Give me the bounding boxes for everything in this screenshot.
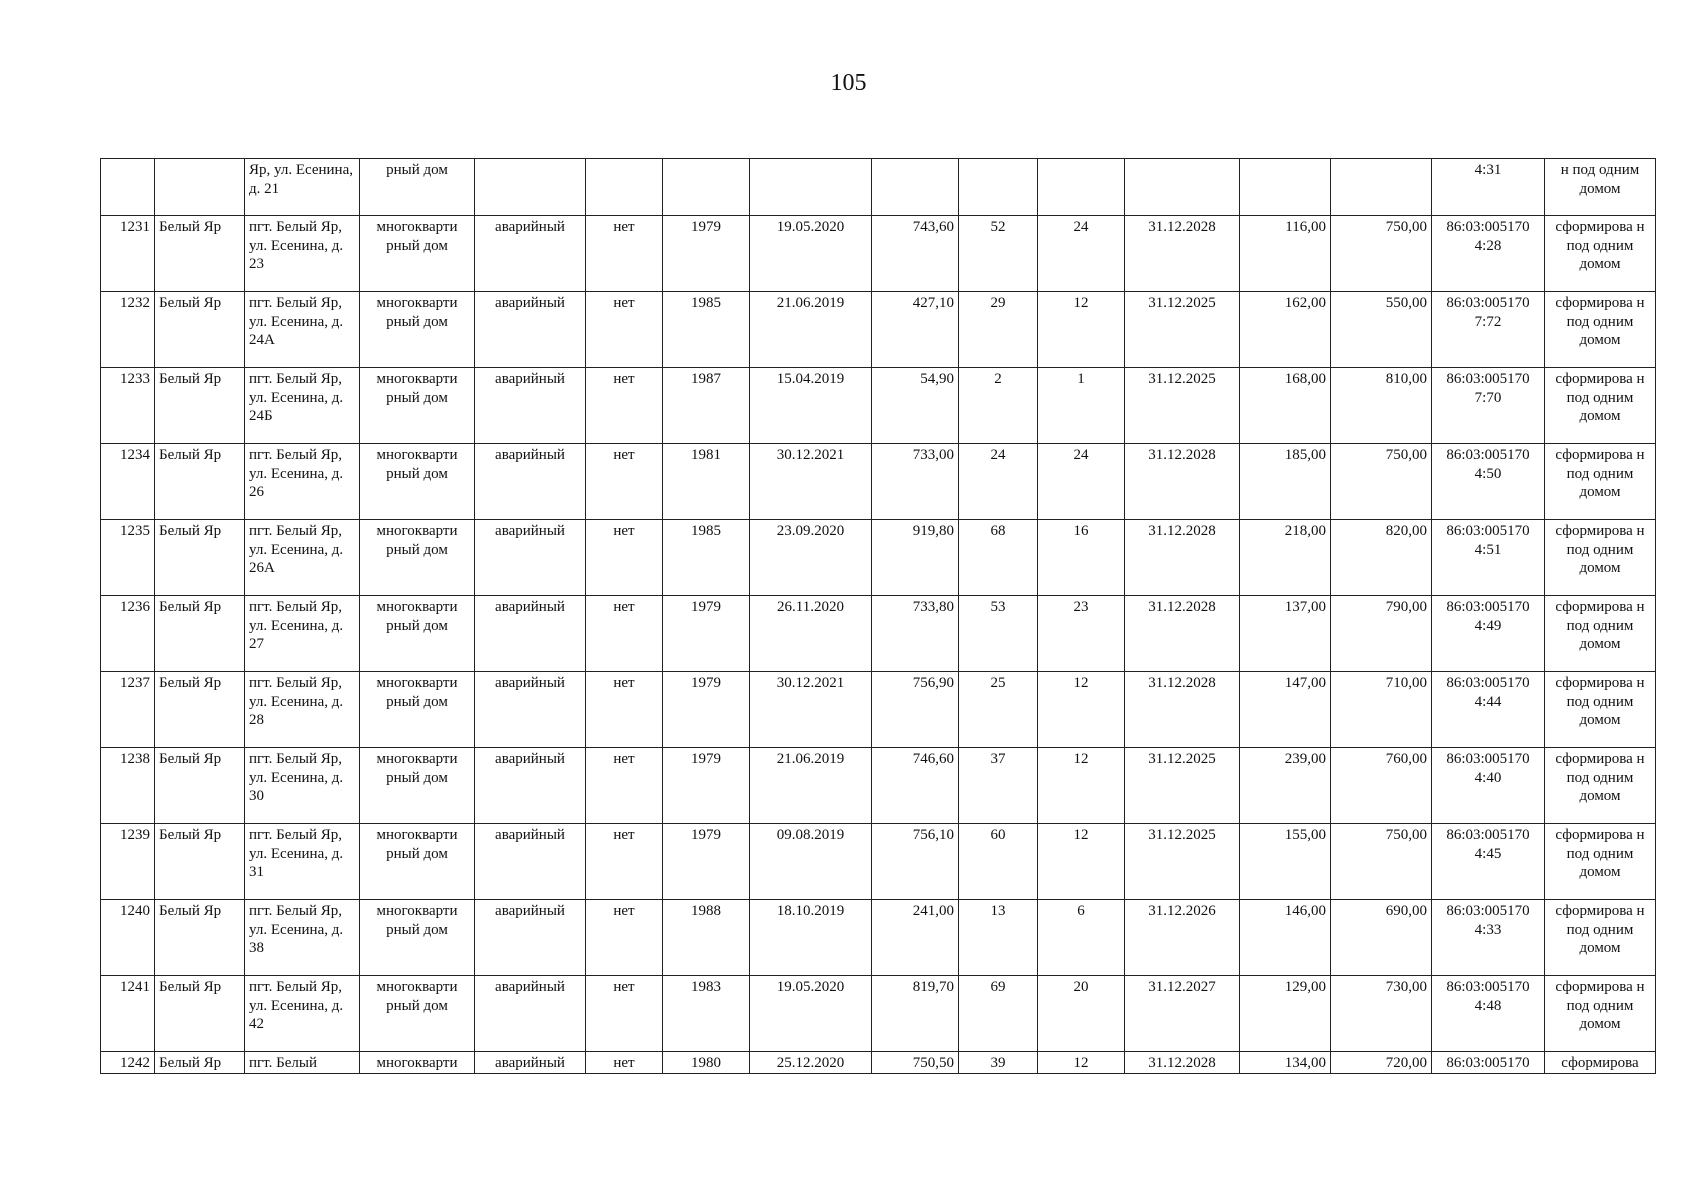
cell-residents: 25 <box>959 672 1038 748</box>
cell-num: 1232 <box>101 292 155 368</box>
cell-status: аварийный <box>475 748 586 824</box>
cell-date: 09.08.2019 <box>750 824 872 900</box>
cell-year: 1985 <box>663 520 750 596</box>
cell-date: 25.12.2020 <box>750 1052 872 1074</box>
cell-date: 23.09.2020 <box>750 520 872 596</box>
cell-cadastral: 86:03:005170 4:40 <box>1432 748 1545 824</box>
cell-apartments: 12 <box>1038 824 1125 900</box>
cell-type: многокварти рный дом <box>360 900 475 976</box>
cell-locality: Белый Яр <box>155 824 245 900</box>
cell-locality: Белый Яр <box>155 748 245 824</box>
cell-cost2: 720,00 <box>1331 1052 1432 1074</box>
table-row <box>101 1052 1656 1074</box>
cell-type: многокварти рный дом <box>360 444 475 520</box>
cell-deadline: 31.12.2025 <box>1125 292 1240 368</box>
cell-cadastral: 86:03:005170 4:48 <box>1432 976 1545 1052</box>
cell-deadline <box>1125 159 1240 216</box>
cell-cost2: 760,00 <box>1331 748 1432 824</box>
cell-date: 15.04.2019 <box>750 368 872 444</box>
table-row <box>101 520 1656 596</box>
cell-status: аварийный <box>475 368 586 444</box>
cell-num: 1242 <box>101 1052 155 1074</box>
table-row <box>101 748 1656 824</box>
cell-type: многокварти рный дом <box>360 596 475 672</box>
cell-flag: нет <box>586 368 663 444</box>
cell-cost1: 137,00 <box>1240 596 1331 672</box>
cell-residents: 39 <box>959 1052 1038 1074</box>
cell-flag: нет <box>586 672 663 748</box>
cell-address: пгт. Белый Яр, ул. Есенина, д. 31 <box>245 824 360 900</box>
cell-cost2: 730,00 <box>1331 976 1432 1052</box>
cell-apartments: 24 <box>1038 444 1125 520</box>
cell-flag: нет <box>586 824 663 900</box>
cell-cost2: 790,00 <box>1331 596 1432 672</box>
table-row-continued <box>101 159 1656 216</box>
cell-apartments: 20 <box>1038 976 1125 1052</box>
cell-locality: Белый Яр <box>155 520 245 596</box>
cell-area: 819,70 <box>872 976 959 1052</box>
cell-land: сформирова н под одним домом <box>1545 672 1656 748</box>
cell-cadastral: 86:03:005170 4:44 <box>1432 672 1545 748</box>
cell-year: 1979 <box>663 824 750 900</box>
cell-cadastral: 86:03:005170 <box>1432 1052 1545 1074</box>
cell-flag: нет <box>586 748 663 824</box>
cell-address: пгт. Белый Яр, ул. Есенина, д. 24Б <box>245 368 360 444</box>
table-row <box>101 824 1656 900</box>
cell-flag: нет <box>586 520 663 596</box>
cell-residents: 69 <box>959 976 1038 1052</box>
table-row <box>101 596 1656 672</box>
cell-locality: Белый Яр <box>155 900 245 976</box>
cell-land: н под одним домом <box>1545 159 1656 216</box>
cell-locality: Белый Яр <box>155 672 245 748</box>
cell-type: многокварти рный дом <box>360 292 475 368</box>
cell-locality: Белый Яр <box>155 292 245 368</box>
cell-area: 919,80 <box>872 520 959 596</box>
cell-address: пгт. Белый Яр, ул. Есенина, д. 38 <box>245 900 360 976</box>
cell-cost2: 550,00 <box>1331 292 1432 368</box>
cell-deadline: 31.12.2028 <box>1125 672 1240 748</box>
cell-residents: 52 <box>959 216 1038 292</box>
cell-residents: 29 <box>959 292 1038 368</box>
cell-apartments: 24 <box>1038 216 1125 292</box>
cell-apartments: 6 <box>1038 900 1125 976</box>
cell-area: 427,10 <box>872 292 959 368</box>
table-row <box>101 976 1656 1052</box>
housing-registry-table <box>100 158 1656 1074</box>
cell-address: пгт. Белый <box>245 1052 360 1074</box>
cell-cost2: 810,00 <box>1331 368 1432 444</box>
cell-num: 1236 <box>101 596 155 672</box>
cell-num: 1235 <box>101 520 155 596</box>
cell-cadastral: 86:03:005170 4:33 <box>1432 900 1545 976</box>
cell-status <box>475 159 586 216</box>
cell-cost1: 134,00 <box>1240 1052 1331 1074</box>
cell-type: многокварти рный дом <box>360 672 475 748</box>
cell-cost1: 168,00 <box>1240 368 1331 444</box>
cell-area: 54,90 <box>872 368 959 444</box>
cell-address: пгт. Белый Яр, ул. Есенина, д. 26 <box>245 444 360 520</box>
cell-cost1: 162,00 <box>1240 292 1331 368</box>
cell-locality <box>155 159 245 216</box>
cell-deadline: 31.12.2028 <box>1125 520 1240 596</box>
cell-area <box>872 159 959 216</box>
cell-residents: 2 <box>959 368 1038 444</box>
cell-land: сформирова н под одним домом <box>1545 520 1656 596</box>
cell-cadastral: 86:03:005170 4:49 <box>1432 596 1545 672</box>
cell-num: 1241 <box>101 976 155 1052</box>
cell-cost1 <box>1240 159 1331 216</box>
cell-date: 30.12.2021 <box>750 444 872 520</box>
cell-residents: 24 <box>959 444 1038 520</box>
cell-cadastral: 86:03:005170 4:28 <box>1432 216 1545 292</box>
cell-residents: 13 <box>959 900 1038 976</box>
cell-flag: нет <box>586 1052 663 1074</box>
cell-num: 1231 <box>101 216 155 292</box>
cell-status: аварийный <box>475 824 586 900</box>
cell-type: многокварти рный дом <box>360 748 475 824</box>
cell-residents: 37 <box>959 748 1038 824</box>
cell-type: многокварти <box>360 1052 475 1074</box>
table-row <box>101 900 1656 976</box>
cell-cadastral: 86:03:005170 4:51 <box>1432 520 1545 596</box>
cell-status: аварийный <box>475 216 586 292</box>
cell-deadline: 31.12.2028 <box>1125 1052 1240 1074</box>
cell-type: многокварти рный дом <box>360 976 475 1052</box>
cell-date: 26.11.2020 <box>750 596 872 672</box>
cell-cadastral: 86:03:005170 7:72 <box>1432 292 1545 368</box>
cell-land: сформирова н под одним домом <box>1545 900 1656 976</box>
cell-cost1: 218,00 <box>1240 520 1331 596</box>
cell-address: пгт. Белый Яр, ул. Есенина, д. 28 <box>245 672 360 748</box>
cell-cadastral: 86:03:005170 4:50 <box>1432 444 1545 520</box>
cell-locality: Белый Яр <box>155 1052 245 1074</box>
cell-cost1: 155,00 <box>1240 824 1331 900</box>
cell-cadastral: 4:31 <box>1432 159 1545 216</box>
cell-locality: Белый Яр <box>155 216 245 292</box>
cell-year: 1979 <box>663 596 750 672</box>
cell-area: 750,50 <box>872 1052 959 1074</box>
cell-year: 1979 <box>663 216 750 292</box>
cell-date: 19.05.2020 <box>750 976 872 1052</box>
cell-date: 18.10.2019 <box>750 900 872 976</box>
table-row <box>101 368 1656 444</box>
table-row <box>101 672 1656 748</box>
cell-land: сформирова н под одним домом <box>1545 824 1656 900</box>
cell-deadline: 31.12.2025 <box>1125 368 1240 444</box>
cell-deadline: 31.12.2028 <box>1125 444 1240 520</box>
cell-flag: нет <box>586 444 663 520</box>
cell-date: 21.06.2019 <box>750 748 872 824</box>
cell-year: 1985 <box>663 292 750 368</box>
cell-status: аварийный <box>475 976 586 1052</box>
cell-residents: 53 <box>959 596 1038 672</box>
cell-locality: Белый Яр <box>155 444 245 520</box>
cell-area: 756,10 <box>872 824 959 900</box>
cell-year: 1988 <box>663 900 750 976</box>
cell-cadastral: 86:03:005170 4:45 <box>1432 824 1545 900</box>
cell-deadline: 31.12.2028 <box>1125 596 1240 672</box>
cell-num: 1239 <box>101 824 155 900</box>
cell-address: Яр, ул. Есенина, д. 21 <box>245 159 360 216</box>
cell-cost2: 750,00 <box>1331 444 1432 520</box>
cell-cadastral: 86:03:005170 7:70 <box>1432 368 1545 444</box>
cell-deadline: 31.12.2027 <box>1125 976 1240 1052</box>
cell-year: 1987 <box>663 368 750 444</box>
cell-area: 756,90 <box>872 672 959 748</box>
cell-year: 1981 <box>663 444 750 520</box>
cell-area: 733,00 <box>872 444 959 520</box>
cell-year: 1979 <box>663 748 750 824</box>
cell-status: аварийный <box>475 444 586 520</box>
cell-cost1: 239,00 <box>1240 748 1331 824</box>
cell-year: 1979 <box>663 672 750 748</box>
cell-apartments: 1 <box>1038 368 1125 444</box>
cell-cost2: 750,00 <box>1331 216 1432 292</box>
cell-address: пгт. Белый Яр, ул. Есенина, д. 27 <box>245 596 360 672</box>
cell-apartments: 16 <box>1038 520 1125 596</box>
cell-deadline: 31.12.2026 <box>1125 900 1240 976</box>
cell-land: сформирова н под одним домом <box>1545 976 1656 1052</box>
cell-type: многокварти рный дом <box>360 216 475 292</box>
cell-deadline: 31.12.2028 <box>1125 216 1240 292</box>
cell-residents: 60 <box>959 824 1038 900</box>
cell-num <box>101 159 155 216</box>
cell-cost2: 820,00 <box>1331 520 1432 596</box>
cell-date: 21.06.2019 <box>750 292 872 368</box>
cell-area: 241,00 <box>872 900 959 976</box>
cell-address: пгт. Белый Яр, ул. Есенина, д. 30 <box>245 748 360 824</box>
cell-residents: 68 <box>959 520 1038 596</box>
cell-area: 743,60 <box>872 216 959 292</box>
table-row <box>101 292 1656 368</box>
cell-deadline: 31.12.2025 <box>1125 748 1240 824</box>
cell-cost2: 710,00 <box>1331 672 1432 748</box>
cell-status: аварийный <box>475 520 586 596</box>
cell-date <box>750 159 872 216</box>
cell-address: пгт. Белый Яр, ул. Есенина, д. 42 <box>245 976 360 1052</box>
cell-cost2: 750,00 <box>1331 824 1432 900</box>
cell-type: многокварти рный дом <box>360 824 475 900</box>
cell-area: 733,80 <box>872 596 959 672</box>
cell-type: многокварти рный дом <box>360 520 475 596</box>
cell-flag: нет <box>586 596 663 672</box>
cell-cost1: 129,00 <box>1240 976 1331 1052</box>
cell-status: аварийный <box>475 596 586 672</box>
cell-land: сформирова н под одним домом <box>1545 368 1656 444</box>
table-body <box>101 159 1656 1074</box>
table-row <box>101 444 1656 520</box>
cell-status: аварийный <box>475 292 586 368</box>
cell-date: 19.05.2020 <box>750 216 872 292</box>
cell-apartments: 23 <box>1038 596 1125 672</box>
cell-apartments: 12 <box>1038 748 1125 824</box>
cell-year: 1983 <box>663 976 750 1052</box>
cell-land: сформирова н под одним домом <box>1545 596 1656 672</box>
cell-type: многокварти рный дом <box>360 368 475 444</box>
cell-cost1: 185,00 <box>1240 444 1331 520</box>
cell-cost2 <box>1331 159 1432 216</box>
cell-num: 1237 <box>101 672 155 748</box>
cell-status: аварийный <box>475 1052 586 1074</box>
cell-flag: нет <box>586 216 663 292</box>
cell-flag: нет <box>586 900 663 976</box>
cell-num: 1233 <box>101 368 155 444</box>
cell-locality: Белый Яр <box>155 368 245 444</box>
cell-land: сформирова н под одним домом <box>1545 292 1656 368</box>
cell-land: сформирова н под одним домом <box>1545 748 1656 824</box>
cell-flag <box>586 159 663 216</box>
cell-year <box>663 159 750 216</box>
cell-area: 746,60 <box>872 748 959 824</box>
cell-flag: нет <box>586 976 663 1052</box>
cell-status: аварийный <box>475 672 586 748</box>
cell-land: сформирова <box>1545 1052 1656 1074</box>
cell-cost1: 116,00 <box>1240 216 1331 292</box>
cell-address: пгт. Белый Яр, ул. Есенина, д. 23 <box>245 216 360 292</box>
cell-locality: Белый Яр <box>155 976 245 1052</box>
cell-cost2: 690,00 <box>1331 900 1432 976</box>
cell-apartments: 12 <box>1038 672 1125 748</box>
cell-type: рный дом <box>360 159 475 216</box>
cell-year: 1980 <box>663 1052 750 1074</box>
cell-locality: Белый Яр <box>155 596 245 672</box>
cell-land: сформирова н под одним домом <box>1545 444 1656 520</box>
cell-date: 30.12.2021 <box>750 672 872 748</box>
cell-address: пгт. Белый Яр, ул. Есенина, д. 24А <box>245 292 360 368</box>
cell-cost1: 146,00 <box>1240 900 1331 976</box>
cell-land: сформирова н под одним домом <box>1545 216 1656 292</box>
cell-num: 1240 <box>101 900 155 976</box>
cell-address: пгт. Белый Яр, ул. Есенина, д. 26А <box>245 520 360 596</box>
cell-residents <box>959 159 1038 216</box>
cell-num: 1234 <box>101 444 155 520</box>
page-number: 105 <box>830 70 867 96</box>
cell-status: аварийный <box>475 900 586 976</box>
cell-cost1: 147,00 <box>1240 672 1331 748</box>
cell-num: 1238 <box>101 748 155 824</box>
cell-apartments <box>1038 159 1125 216</box>
cell-deadline: 31.12.2025 <box>1125 824 1240 900</box>
cell-apartments: 12 <box>1038 1052 1125 1074</box>
table-row <box>101 216 1656 292</box>
cell-apartments: 12 <box>1038 292 1125 368</box>
cell-flag: нет <box>586 292 663 368</box>
